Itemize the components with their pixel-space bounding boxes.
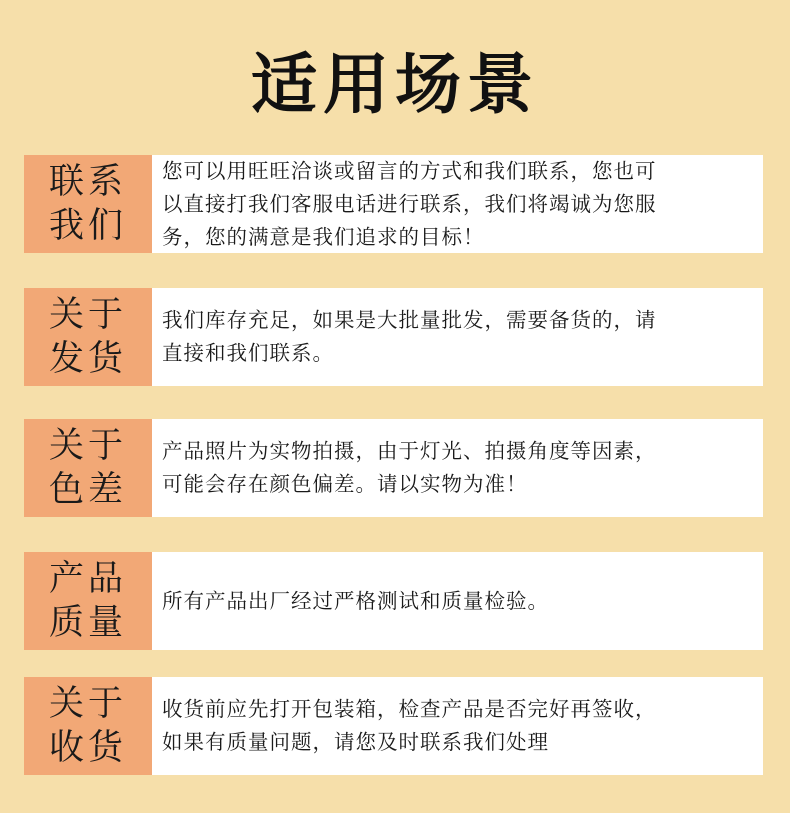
section-tag-line2: 我们 bbox=[48, 206, 127, 246]
section-tag-line2: 质量 bbox=[48, 603, 127, 643]
section-tag bbox=[24, 552, 152, 650]
section-receiving bbox=[24, 677, 763, 775]
section-product-quality bbox=[24, 552, 763, 650]
section-content bbox=[152, 677, 763, 775]
section-text: 所有产品出厂经过严格测试和质量检验。 bbox=[162, 588, 549, 613]
section-shipping bbox=[24, 288, 763, 386]
section-tag-line2: 色差 bbox=[48, 470, 127, 510]
section-tag bbox=[24, 677, 152, 775]
section-text: 我们库存充足，如果是大批量批发，需要备货的，请 直接和我们联系。 bbox=[162, 308, 657, 365]
section-color-difference bbox=[24, 419, 763, 517]
section-content bbox=[152, 552, 763, 650]
page-title: 适用场景 bbox=[251, 46, 539, 123]
section-tag-line1: 关于 bbox=[48, 426, 127, 466]
section-tag-line2: 收货 bbox=[48, 728, 127, 768]
section-tag bbox=[24, 419, 152, 517]
section-tag-line1: 关于 bbox=[48, 684, 127, 724]
section-tag-line1: 关于 bbox=[48, 295, 127, 335]
section-text: 产品照片为实物拍摄，由于灯光、拍摄角度等因素， 可能会存在颜色偏差。请以实物为准！ bbox=[162, 439, 657, 496]
section-contact-us bbox=[24, 155, 763, 253]
section-tag bbox=[24, 288, 152, 386]
section-text: 您可以用旺旺洽谈或留言的方式和我们联系，您也可 以直接打我们客服电话进行联系，我们将竭诚为您服 务，您的满意是我们追求的目标！ bbox=[162, 158, 657, 249]
section-tag-line1: 联系 bbox=[48, 162, 127, 202]
section-content bbox=[152, 155, 763, 253]
section-content bbox=[152, 288, 763, 386]
section-tag bbox=[24, 155, 152, 253]
section-tag-line1: 产品 bbox=[48, 559, 127, 599]
section-tag-line2: 发货 bbox=[48, 339, 127, 379]
section-content bbox=[152, 419, 763, 517]
section-text: 收货前应先打开包装箱，检查产品是否完好再签收， 如果有质量问题，请您及时联系我们处理 bbox=[162, 697, 657, 754]
